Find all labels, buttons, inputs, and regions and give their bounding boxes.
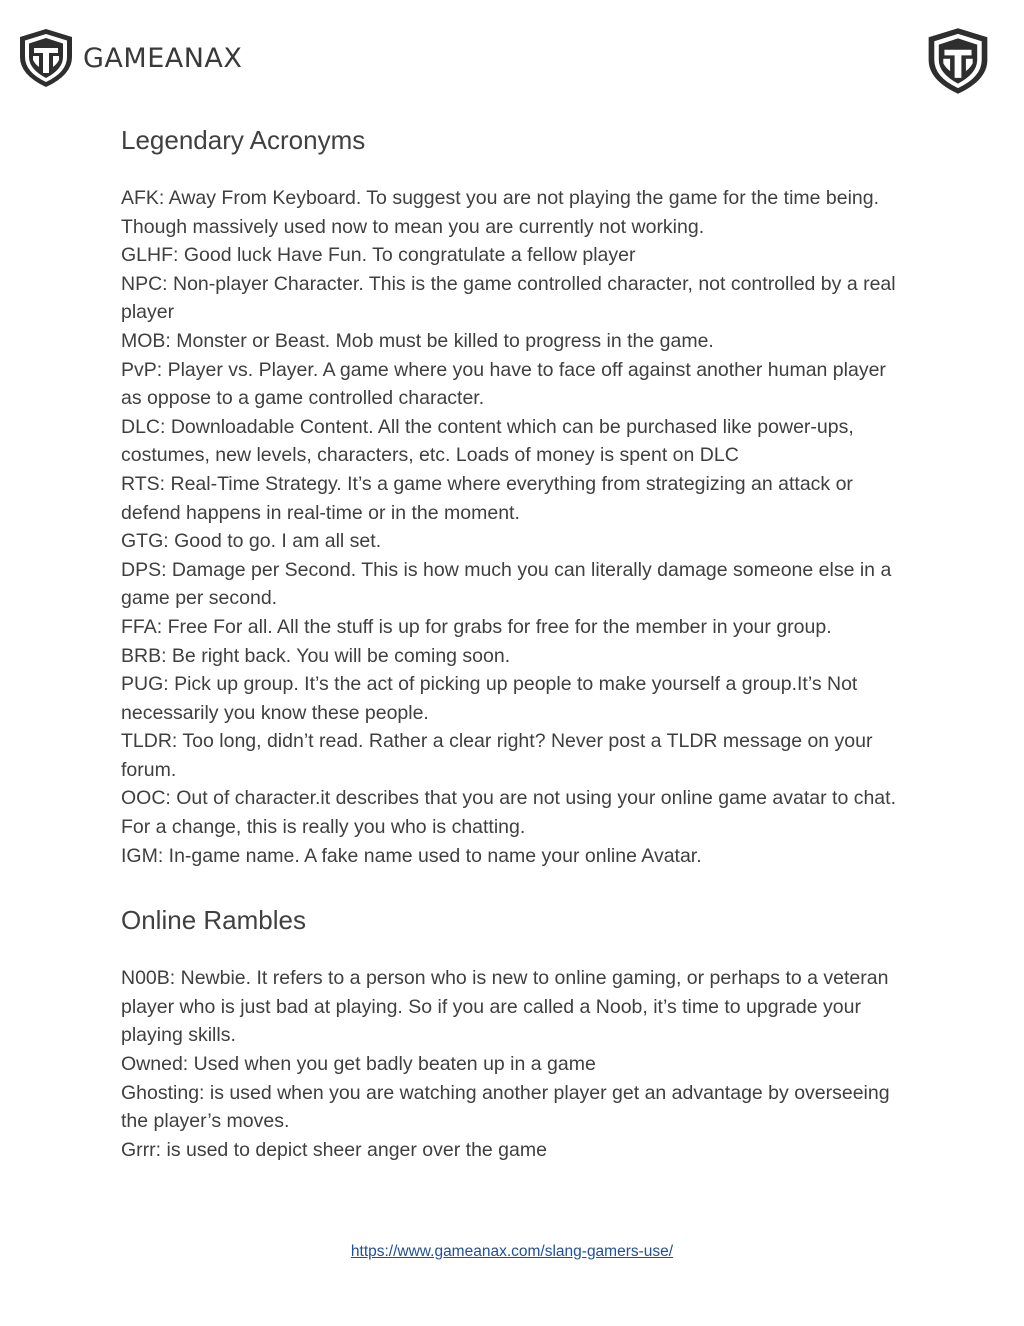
list-item: Ghosting: is used when you are watching another player get an advantage by overseeing the player’s moves. xyxy=(121,1081,890,1133)
list-item: BRB: Be right back. You will be coming soon. xyxy=(121,644,511,667)
list-item: GTG: Good to go. I am all set. xyxy=(121,530,382,553)
list-item: Grrr: is used to depict sheer anger over the game xyxy=(121,1138,547,1161)
list-item: GLHF: Good luck Have Fun. To congratulate a fellow player xyxy=(121,244,636,267)
brand-name: GAMEANAX xyxy=(83,42,243,74)
list-item: AFK: Away From Keyboard. To suggest you are not playing the game for the time being. Though massively used now to mean you are currently not working. xyxy=(121,187,880,238)
list-item: N00B: Newbie. It refers to a person who is new to online gaming, or perhaps to a veteran player who is just bad at playing. So if you are called a Noob, it’s time to upgrade your playing skills. xyxy=(121,967,889,1047)
document-body xyxy=(121,120,911,1164)
gameanax-shield-logo-icon xyxy=(17,27,75,89)
list-item: IGM: In-game name. A fake name used to name your online Avatar. xyxy=(121,844,702,867)
list-item: OOC: Out of character.it describes that you are not using your online game avatar to chat. For a change, this is really you who is chatting. xyxy=(121,787,896,839)
acronym-list xyxy=(121,184,911,870)
brand-logo[interactable] xyxy=(17,27,242,89)
list-item: Owned: Used when you get badly beaten up in a game xyxy=(121,1053,596,1076)
section-title: Legendary Acronyms xyxy=(121,125,366,155)
header-logo-right[interactable] xyxy=(925,26,991,101)
list-item: DPS: Damage per Second. This is how much you can literally damage someone else in a game per second. xyxy=(121,558,892,610)
page-header xyxy=(0,0,1024,110)
page-footer xyxy=(0,1243,1024,1261)
list-item: FFA: Free For all. All the stuff is up for grabs for free for the member in your group. xyxy=(121,615,832,638)
gameanax-shield-logo-icon xyxy=(925,26,991,96)
section-title: Online Rambles xyxy=(121,905,306,936)
list-item: MOB: Monster or Beast. Mob must be killed to progress in the game. xyxy=(121,329,714,352)
list-item: PvP: Player vs. Player. A game where you have to face off against another human player as oppose to a game controlled character. xyxy=(121,358,886,410)
rambles-list xyxy=(121,964,911,1164)
source-link[interactable]: https://www.gameanax.com/slang-gamers-use/ xyxy=(350,1243,674,1260)
list-item: PUG: Pick up group. It’s the act of picking up people to make yourself a group.It’s Not necessarily you know these people. xyxy=(121,673,858,724)
list-item: RTS: Real-Time Strategy. It’s a game where everything from strategizing an attack or defend happens in real-time or in the moment. xyxy=(121,472,853,524)
list-item: TLDR: Too long, didn’t read. Rather a clear right? Never post a TLDR message on your forum. xyxy=(121,730,873,781)
list-item: NPC: Non-player Character. This is the game controlled character, not controlled by a real player xyxy=(121,272,896,324)
list-item: DLC: Downloadable Content. All the content which can be purchased like power-ups, costumes, new levels, characters, etc. Loads of money is spent on DLC xyxy=(121,415,854,467)
